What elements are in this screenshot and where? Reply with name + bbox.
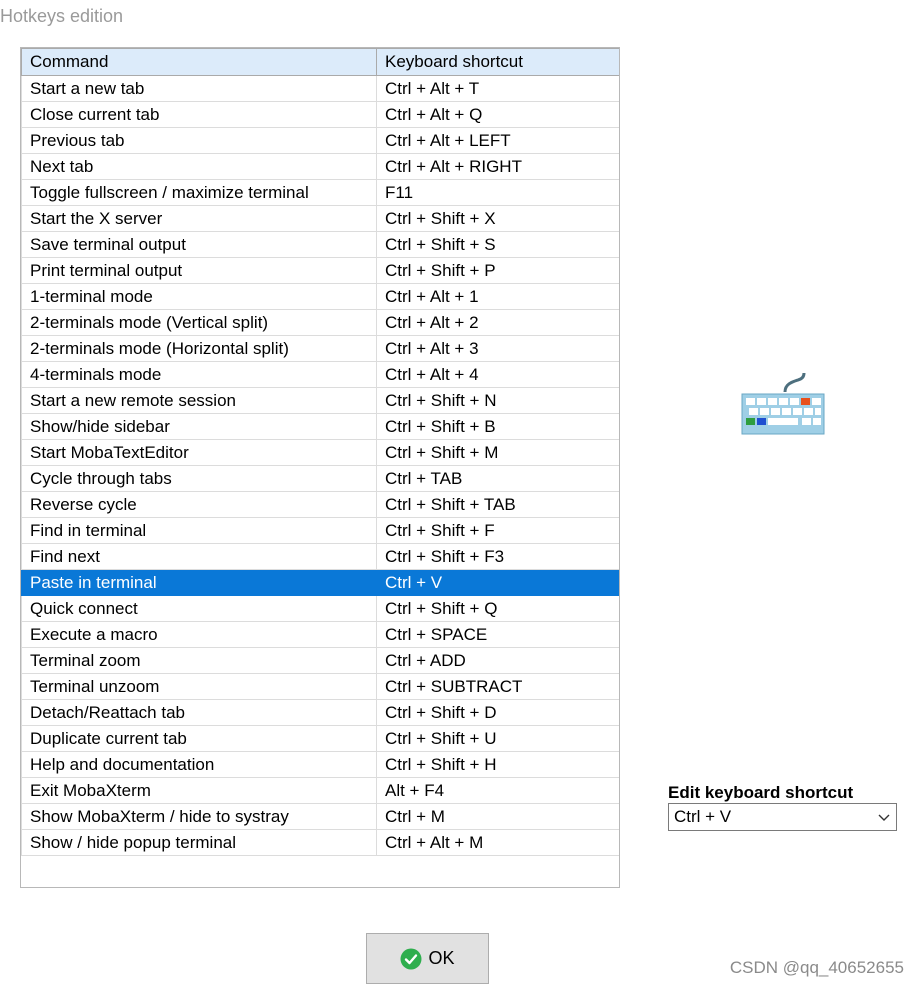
command-cell: Print terminal output: [22, 258, 377, 284]
command-cell: Previous tab: [22, 128, 377, 154]
command-cell: Next tab: [22, 154, 377, 180]
table-row[interactable]: [22, 830, 620, 856]
table-row[interactable]: [22, 778, 620, 804]
table-row[interactable]: [22, 180, 620, 206]
command-cell: Help and documentation: [22, 752, 377, 778]
command-cell: Start a new tab: [22, 76, 377, 102]
shortcut-cell: Ctrl + Shift + B: [377, 414, 620, 440]
table-row[interactable]: [22, 414, 620, 440]
table-row[interactable]: [22, 154, 620, 180]
command-cell: Terminal zoom: [22, 648, 377, 674]
shortcut-cell: Ctrl + Alt + RIGHT: [377, 154, 620, 180]
chevron-down-icon: [878, 811, 890, 823]
command-cell: Terminal unzoom: [22, 674, 377, 700]
edit-shortcut-label: Edit keyboard shortcut: [668, 783, 854, 802]
ok-button[interactable]: [366, 933, 489, 984]
shortcut-cell: Ctrl + Shift + Q: [377, 596, 620, 622]
table-row[interactable]: [22, 102, 620, 128]
table-row[interactable]: [22, 284, 620, 310]
command-cell: Cycle through tabs: [22, 466, 377, 492]
table-header-row: [22, 49, 620, 76]
table-row[interactable]: [22, 440, 620, 466]
command-cell: Show / hide popup terminal: [22, 830, 377, 856]
shortcut-cell: Ctrl + Alt + Q: [377, 102, 620, 128]
shortcut-cell: Ctrl + Alt + 4: [377, 362, 620, 388]
shortcut-cell: Alt + F4: [377, 778, 620, 804]
shortcut-cell: Ctrl + Alt + 3: [377, 336, 620, 362]
column-header-shortcut[interactable]: Keyboard shortcut: [377, 49, 620, 76]
command-cell: 2-terminals mode (Vertical split): [22, 310, 377, 336]
shortcut-cell: Ctrl + Shift + S: [377, 232, 620, 258]
shortcut-dropdown-value: Ctrl + V: [674, 807, 732, 826]
shortcut-cell: Ctrl + Alt + 2: [377, 310, 620, 336]
table-row[interactable]: [22, 310, 620, 336]
table-row[interactable]: [22, 544, 620, 570]
hotkeys-table: [21, 48, 620, 856]
command-cell: Find in terminal: [22, 518, 377, 544]
command-cell: 2-terminals mode (Horizontal split): [22, 336, 377, 362]
shortcut-cell: F11: [377, 180, 620, 206]
table-row[interactable]: [22, 674, 620, 700]
table-row[interactable]: [22, 232, 620, 258]
watermark: CSDN @qq_40652655: [729, 958, 904, 977]
command-cell: Toggle fullscreen / maximize terminal: [22, 180, 377, 206]
shortcut-cell: Ctrl + Alt + 1: [377, 284, 620, 310]
shortcut-cell: Ctrl + Alt + LEFT: [377, 128, 620, 154]
command-cell: Detach/Reattach tab: [22, 700, 377, 726]
window-title: Hotkeys edition: [0, 6, 124, 26]
shortcut-cell: Ctrl + SUBTRACT: [377, 674, 620, 700]
shortcut-cell: Ctrl + M: [377, 804, 620, 830]
shortcut-cell: Ctrl + Shift + TAB: [377, 492, 620, 518]
shortcut-cell: Ctrl + SPACE: [377, 622, 620, 648]
table-row[interactable]: [22, 466, 620, 492]
command-cell: Paste in terminal: [22, 570, 377, 596]
ok-button-label: OK: [428, 948, 455, 968]
table-body: [22, 76, 620, 856]
shortcut-cell: Ctrl + TAB: [377, 466, 620, 492]
table-row[interactable]: [22, 570, 620, 596]
command-cell: Start MobaTextEditor: [22, 440, 377, 466]
table-row[interactable]: [22, 804, 620, 830]
command-cell: Save terminal output: [22, 232, 377, 258]
shortcut-cell: Ctrl + Shift + N: [377, 388, 620, 414]
table-row[interactable]: [22, 700, 620, 726]
shortcut-cell: Ctrl + Shift + F3: [377, 544, 620, 570]
shortcut-cell: Ctrl + Alt + M: [377, 830, 620, 856]
hotkeys-table-frame: [20, 47, 620, 888]
shortcut-cell: Ctrl + Shift + X: [377, 206, 620, 232]
table-row[interactable]: [22, 258, 620, 284]
command-cell: 4-terminals mode: [22, 362, 377, 388]
keyboard-icon: [740, 370, 826, 436]
shortcut-cell: Ctrl + Alt + T: [377, 76, 620, 102]
table-row[interactable]: [22, 206, 620, 232]
command-cell: Find next: [22, 544, 377, 570]
command-cell: Show MobaXterm / hide to systray: [22, 804, 377, 830]
shortcut-cell: Ctrl + V: [377, 570, 620, 596]
shortcut-cell: Ctrl + Shift + F: [377, 518, 620, 544]
table-row[interactable]: [22, 492, 620, 518]
command-cell: 1-terminal mode: [22, 284, 377, 310]
shortcut-cell: Ctrl + Shift + D: [377, 700, 620, 726]
table-row[interactable]: [22, 648, 620, 674]
shortcut-cell: Ctrl + ADD: [377, 648, 620, 674]
table-row[interactable]: [22, 128, 620, 154]
shortcut-cell: Ctrl + Shift + U: [377, 726, 620, 752]
table-row[interactable]: [22, 726, 620, 752]
shortcut-dropdown[interactable]: [668, 803, 897, 831]
command-cell: Quick connect: [22, 596, 377, 622]
command-cell: Execute a macro: [22, 622, 377, 648]
shortcut-cell: Ctrl + Shift + H: [377, 752, 620, 778]
command-cell: Start a new remote session: [22, 388, 377, 414]
table-row[interactable]: [22, 518, 620, 544]
table-row[interactable]: [22, 388, 620, 414]
command-cell: Show/hide sidebar: [22, 414, 377, 440]
table-row[interactable]: [22, 622, 620, 648]
table-row[interactable]: [22, 362, 620, 388]
command-cell: Start the X server: [22, 206, 377, 232]
table-row[interactable]: [22, 76, 620, 102]
shortcut-cell: Ctrl + Shift + P: [377, 258, 620, 284]
command-cell: Exit MobaXterm: [22, 778, 377, 804]
command-cell: Duplicate current tab: [22, 726, 377, 752]
command-cell: Reverse cycle: [22, 492, 377, 518]
column-header-command[interactable]: Command: [22, 49, 377, 76]
table-row[interactable]: [22, 752, 620, 778]
command-cell: Close current tab: [22, 102, 377, 128]
table-row[interactable]: [22, 336, 620, 362]
shortcut-cell: Ctrl + Shift + M: [377, 440, 620, 466]
table-row[interactable]: [22, 596, 620, 622]
check-circle-icon: [400, 948, 422, 970]
